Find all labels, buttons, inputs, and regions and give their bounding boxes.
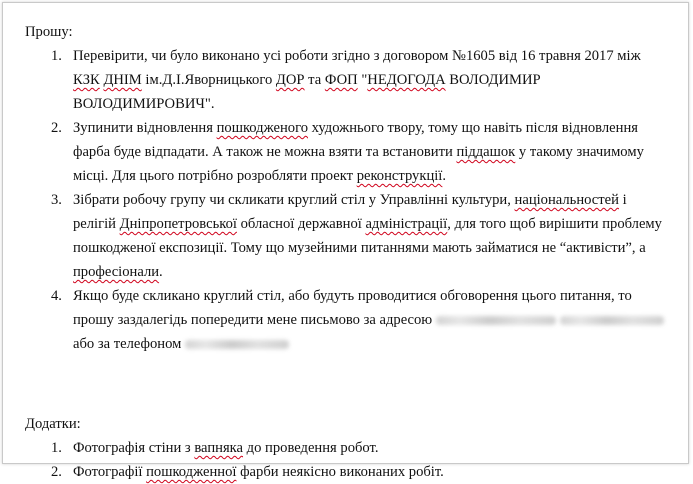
misspelled-word: адміністрації [365,216,448,232]
document-page [2,2,689,480]
misspelled-word: вапняка [194,440,244,456]
text-span: або за телефоном [73,336,185,352]
list-item [25,460,665,484]
text-span: Фотографії [73,464,147,480]
list-item [25,436,665,460]
text-span: , для того щоб вирішити проблему пошкодженої експозиції. Тому що музейними питаннями мають займатися не “активісти”, а [73,216,662,256]
text-span: і релігій [73,192,627,232]
misspelled-word: ДОР [275,72,305,88]
text-span: фарби неякісно виконаних робіт. [236,464,444,480]
misspelled-word: реконструкції [356,168,443,184]
document-body [25,20,665,484]
text-span: ім.Д.І.Яворницького [141,72,276,88]
text-span: у такому значимому місці. Для цього потрібно розробляти проект [73,144,644,184]
list-number: 2. [51,120,62,136]
misspelled-word: пошкодженого [216,120,308,136]
redacted-phone [185,340,289,349]
misspelled-word: піддашок [456,144,516,160]
text-span: Перевірити, чи було виконано усі роботи згідно з договором №1605 від 16 травня 2017 між [73,48,641,64]
misspelled-word: НЕДОГОДА [367,72,446,88]
text-span: . [442,168,447,184]
redacted-address-part2 [560,316,664,325]
text-span: до проведення робот. [243,440,379,456]
text-span: Зібрати робочу групу чи скликати круглий стіл у Управлінні культури, [73,192,515,208]
blank-space [25,356,665,412]
list-item [25,284,665,356]
list-item [25,188,665,284]
text-span: " [357,72,368,88]
misspelled-word: ДНІМ [103,72,142,88]
list-number: 1. [51,48,62,64]
list-number: 2. [51,464,62,480]
text-span: обласної державної [236,216,366,232]
request-heading: Прошу: [25,24,73,40]
list-number: 1. [51,440,62,456]
list-number: 4. [51,288,62,304]
misspelled-word: пошкодженної [146,464,237,480]
text-span: Фотографія стіни з [73,440,195,456]
attachment-list [25,436,665,484]
text-span: Зупинити відновлення [73,120,217,136]
text-span: та [304,72,325,88]
request-list [25,44,665,356]
list-item [25,116,665,188]
redacted-address-part1 [436,316,556,325]
misspelled-word: ФОП [324,72,358,88]
misspelled-word: Дніпропетровської [119,216,237,232]
text-span: . [159,264,163,280]
misspelled-word: професіонали [73,264,160,280]
text-span: художнього твору, тому що навіть після відновлення фарба буде відпадати. А також не можна взяти та встановити [73,120,638,160]
text-span: Якщо буде скликано круглий стіл, або будуть проводитися обговорення цього питання, то прошу заздалегідь попередити мене письмово за адресою [73,288,632,328]
misspelled-word: КЗК [73,72,100,88]
text-span: ВОЛОДИМИР ВОЛОДИМИРОВИЧ". [73,72,541,112]
attachments-heading: Додатки: [25,416,81,432]
list-number: 3. [51,192,62,208]
list-item [25,44,665,116]
misspelled-word: національностей [514,192,619,208]
